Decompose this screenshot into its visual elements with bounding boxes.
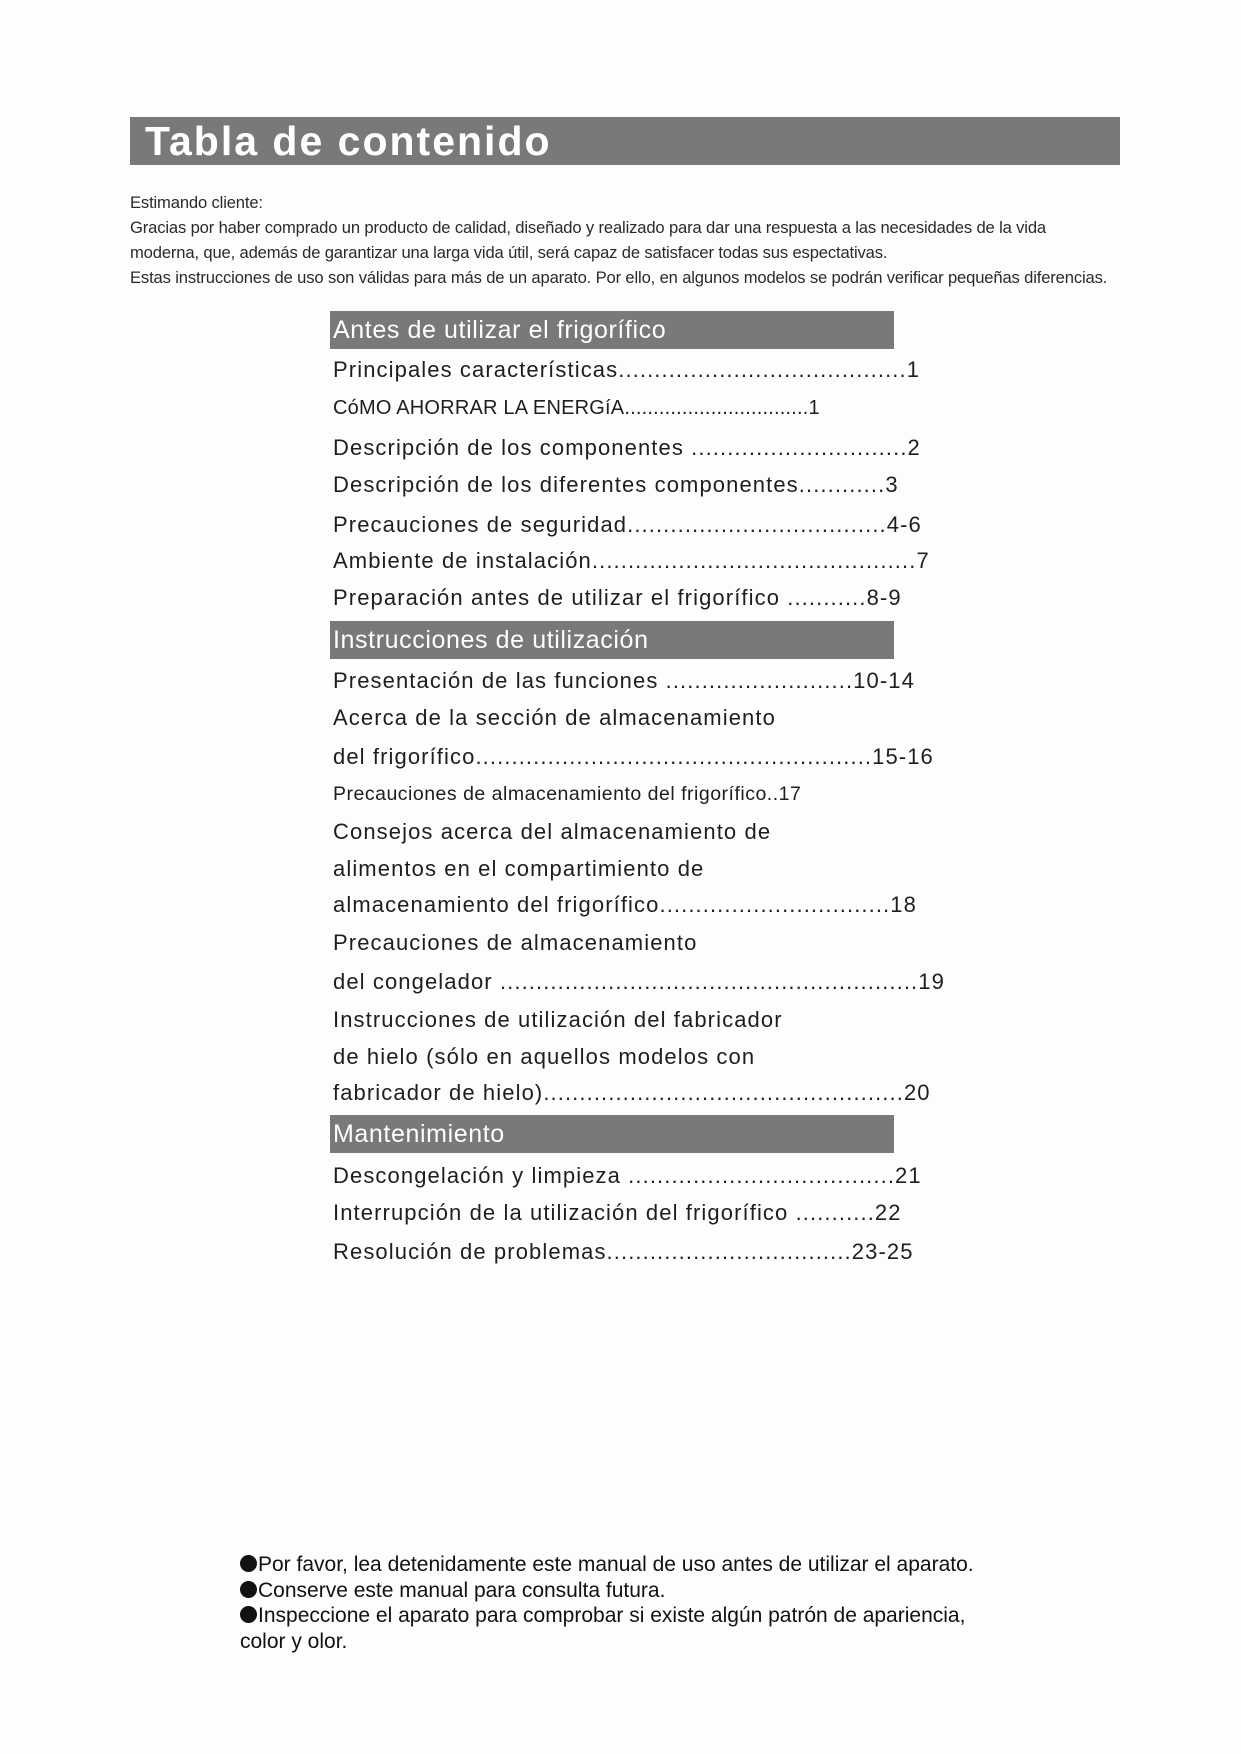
bullet-icon <box>240 1555 257 1572</box>
toc-entry[interactable]: Descripción de los diferentes componentes............3 <box>333 472 899 497</box>
toc-entry[interactable]: del frigorífico.......................................................15-16 <box>333 744 934 769</box>
note-item <box>240 1552 1120 1578</box>
intro-line: Gracias por haber comprado un producto de calidad, diseñado y realizado para dar una respuesta a las necesidades de la vida <box>130 218 1047 237</box>
note-text: Inspeccione el aparato para comprobar si existe algún patrón de apariencia, <box>258 1604 966 1627</box>
toc-entry[interactable]: Principales características........................................1 <box>333 357 921 382</box>
toc-entry[interactable]: CóMO AHORRAR LA ENERGíA................................1 <box>333 397 820 419</box>
toc-entry[interactable]: alimentos en el compartimiento de <box>333 856 705 881</box>
section-heading-antes <box>330 311 894 349</box>
intro-greeting: Estimando cliente: <box>130 193 263 212</box>
note-text: Por favor, lea detenidamente este manual de uso antes de utilizar el aparato. <box>258 1553 974 1576</box>
toc-entry[interactable]: Preparación antes de utilizar el frigorífico ...........8-9 <box>333 585 902 610</box>
toc-entry[interactable]: Consejos acerca del almacenamiento de <box>333 819 772 844</box>
toc-entry[interactable]: almacenamiento del frigorífico................................18 <box>333 892 917 917</box>
note-item <box>240 1603 1120 1629</box>
note-text: Conserve este manual para consulta futura. <box>258 1578 666 1602</box>
toc-entry[interactable]: Descongelación y limpieza .....................................21 <box>333 1163 922 1188</box>
toc-entry[interactable]: de hielo (sólo en aquellos modelos con <box>333 1044 756 1069</box>
toc-entry[interactable]: Instrucciones de utilización del fabricador <box>333 1007 783 1032</box>
toc-entry[interactable]: fabricador de hielo)..................................................20 <box>333 1080 931 1105</box>
toc-entry[interactable]: Interrupción de la utilización del frigorífico ...........22 <box>333 1200 902 1225</box>
section-heading-label: Antes de utilizar el frigorífico <box>333 316 667 344</box>
toc-entry[interactable]: Precauciones de seguridad....................................4-6 <box>333 512 922 537</box>
toc-entry[interactable]: Ambiente de instalación.............................................7 <box>333 548 930 573</box>
page-title-bar <box>130 117 1120 165</box>
note-item <box>240 1578 1120 1604</box>
section-heading-instrucciones <box>330 621 894 659</box>
toc-entry[interactable]: del congelador ..........................................................19 <box>333 969 945 994</box>
intro-line: Estas instrucciones de uso son válidas para más de un aparato. Por ello, en algunos modelos se podrán verificar pequeñas diferencias. <box>130 268 1108 287</box>
section-heading-mantenimiento <box>330 1115 894 1153</box>
page-title: Tabla de contenido <box>145 118 552 164</box>
toc-entry[interactable]: Acerca de la sección de almacenamiento <box>333 705 776 730</box>
section-heading-label: Mantenimiento <box>333 1120 505 1148</box>
toc-entry[interactable]: Resolución de problemas..................................23-25 <box>333 1239 914 1264</box>
toc-entry[interactable]: Presentación de las funciones ..........................10-14 <box>333 668 915 693</box>
bullet-icon <box>240 1606 257 1623</box>
intro-text <box>130 190 1130 290</box>
intro-line: moderna, que, además de garantizar una larga vida útil, será capaz de satisfacer todas sus espectativas. <box>130 243 888 262</box>
toc-entry[interactable]: Precauciones de almacenamiento del frigorífico..17 <box>333 783 802 805</box>
toc-entry[interactable]: Descripción de los componentes ..............................2 <box>333 435 921 460</box>
bullet-icon <box>240 1581 257 1598</box>
notes <box>240 1552 1120 1654</box>
note-continuation: color y olor. <box>240 1629 348 1653</box>
section-heading-label: Instrucciones de utilización <box>333 626 649 654</box>
toc-entry[interactable]: Precauciones de almacenamiento <box>333 930 698 955</box>
